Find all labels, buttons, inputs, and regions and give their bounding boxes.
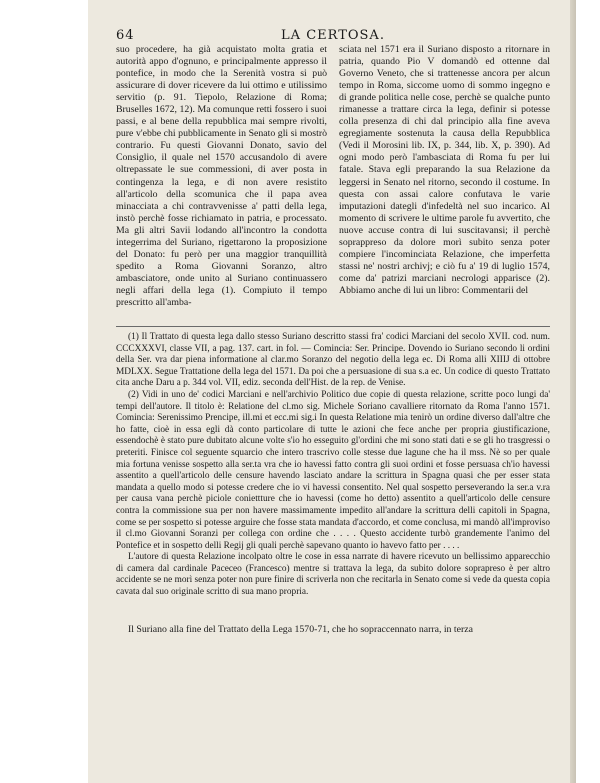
footnote-2: (2) Vidi in uno de' codici Marciani e nell'archivio Politico due copie di questa relazione, scritte poco lungi da' tempi dell'autore. Il titolo è: Relatione del cl.mo sig. Michele Soriano cavalliere ritornato da Roma l'anno 1571. Comincia: Serenissimo Prencipe, ill.mi et ecc.mi sig.i In questa Relatione mia tenirò un ordine diverso dall'altre che ho fatte, cioè in essa egli dà conto particolare di tutte le azioni che fece anche per propria giustificazione, essendochè è stato pure dubitato alcune volte s'io ho esseguito gl'ordini che mi sono stati dati e se gli ho trasgressi o preteriti. Finisce col seguente squarcio che intero trascrivo colle stesse due lagune che ha il mss. Nè so per quale mia fortuna venisse sospetto alla ser.ta vra che io havessi fatto contra gli suoi ordini et fosse persuasa ch'io havessi assentito a quell'articolo delle censure havendo lasciato andare la scrittura in Spagna quasi che per esser stata mandata a quello modo si potesse credere che io vi havessi consentito. Nel qual sospetto perseverando la ser.a v.ra per causa vana perchè piciole coniettture che io havessi (come ho detto) assentito a quell'articolo delle censure contra la commissione sua per non havere massimamente impedito all'andare la scrittura delli capitoli in Spagna, come se per sospetto si potesse arguire che fosse stata mandata d'accordo, et come conclusa, mi mandò all'improviso il cl.mo Giovanni Soranzi per collega con ordine che . . . . Questo accidente turbò grandemente l'animo del Pontefice et in sospetto delli Regij gli quali perchè sapevano quanto io havevo fatto per . . . . xyxy=(116,389,550,551)
right-column-text: sciata nel 1571 era il Suriano disposto a ritornare in patria, quando Pio V domandò ed ottenne dal Governo Veneto, che si trattenesse ancora per alcun tempo in Roma, siccome uomo di sommo ingegno e di grande politica nelle cose, perchè se qualche punto rimanesse a trattare circa la lega, definir si potesse colla presenza di chi dal principio alla fine aveva egregiamente sostenuta la causa della Repubblica (Vedi il Morosini lib. IX, p. 344, lib. X, p. 390). Ad ogni modo però l'ambasciata di Roma fu per lui fatale. Stava egli preparando la sua Relazione da leggersi in Senato nel ritorno, secondo il costume. In questa con assai calore confutava le varie imputazioni dategli d'infedeltà nel suo incarico. Al momento di scrivere le ultime parole fu avvertito, che nuove accuse contra di lui suscitavansi; il perchè soprappreso da dolore morì subito senza poter compiere l'incominciata Relazione, che imperfetta stassi ne' nostri archivj; e ciò fu a' 19 di luglio 1574, come da' patrizi marciani necrologi apparisce (2). Abbiamo anche di lui un libro: Commentarii del xyxy=(339,44,550,296)
footnote-divider xyxy=(116,326,550,327)
body-columns xyxy=(116,44,550,320)
page-number: 64 xyxy=(116,28,135,43)
footnote-2-continuation: L'autore di questa Relazione incolpato oltre le cose in essa narrate di havere ricevuto un bellissimo apparecchio di camera dal cardinale Paceceo (Francesco) mentre si trattava la lega, da subito dolore soprapreso è per altro accidente se ne morì senza poter non pure finire di scriverla non che recitarla in Senato come si vede da questa copia cavata dal suo originale scritto di sua mano propria. xyxy=(116,552,550,598)
footnote-1: (1) Il Trattato di questa lega dallo stesso Suriano descritto stassi fra' codici Marciani del secolo XVII. cod. num. CCCXXXVI, classe VII, a pag. 137. cart. in fol. — Comincia: Ser. Principe. Dovendo io Suriano secondo li ordini della Ser. vra dar piena informatione al clar.mo Soranzo del negotio della lega ec. Di Roma alli XIIIJ di ottobre MDLXX. Segue Trattatione della lega del 1571. Da poi che a persuasione di sua s.a ec. Un codice di questo Trattato cita anche Daru a p. 344 vol. VII, ediz. seconda dell'Hist. de la rep. de Venise. xyxy=(116,332,550,389)
running-title: LA CERTOSA. xyxy=(281,28,385,43)
book-page xyxy=(88,0,576,783)
page-header xyxy=(116,28,550,44)
closing-paragraph: Il Suriano alla fine del Trattato della Lega 1570-71, che ho sopraccennato narra, in terza xyxy=(128,624,473,635)
page-edge-shadow xyxy=(570,0,576,783)
left-column-text: suo procedere, ha già acquistato molta gratia et autorità appo d'ognuno, e principalmente appresso il pontefice, in modo che la Serenità vostra si può assicurare di dover ricevere da lui ottimo e utilissimo servitio (p. 91. Tiepolo, Relazione di Roma; Bruselles 1672, 12). Ma comunque retti fossero i suoi passi, e al bene della repubblica mai sempre rivolti, pure v'ebbe chi pubblicamente in Senato gli si mostrò contrario. Fu questi Giovanni Donato, savio del Consiglio, il quale nel 1570 accusandolo di avere oltrepassate le sue commessioni, di aver posta in contingenza la lega, e di non avere resistito all'articolo della scomunica che il papa avea minacciata a chi contravvenisse a' patti della lega, instò perchè fosse richiamato in patria, e processato. Ma gli altri Savii lodando all'incontro la condotta integerrima del Suriano, rigettarono la proposizione del Donato: fu però per una maggior tranquillità spedito a Roma Giovanni Soranzo, altro ambasciatore, onde unito al Suriano continuassero negli affari della lega (1). Compiuto il tempo prescritto all'amba- xyxy=(116,44,327,308)
footnotes xyxy=(116,332,550,642)
